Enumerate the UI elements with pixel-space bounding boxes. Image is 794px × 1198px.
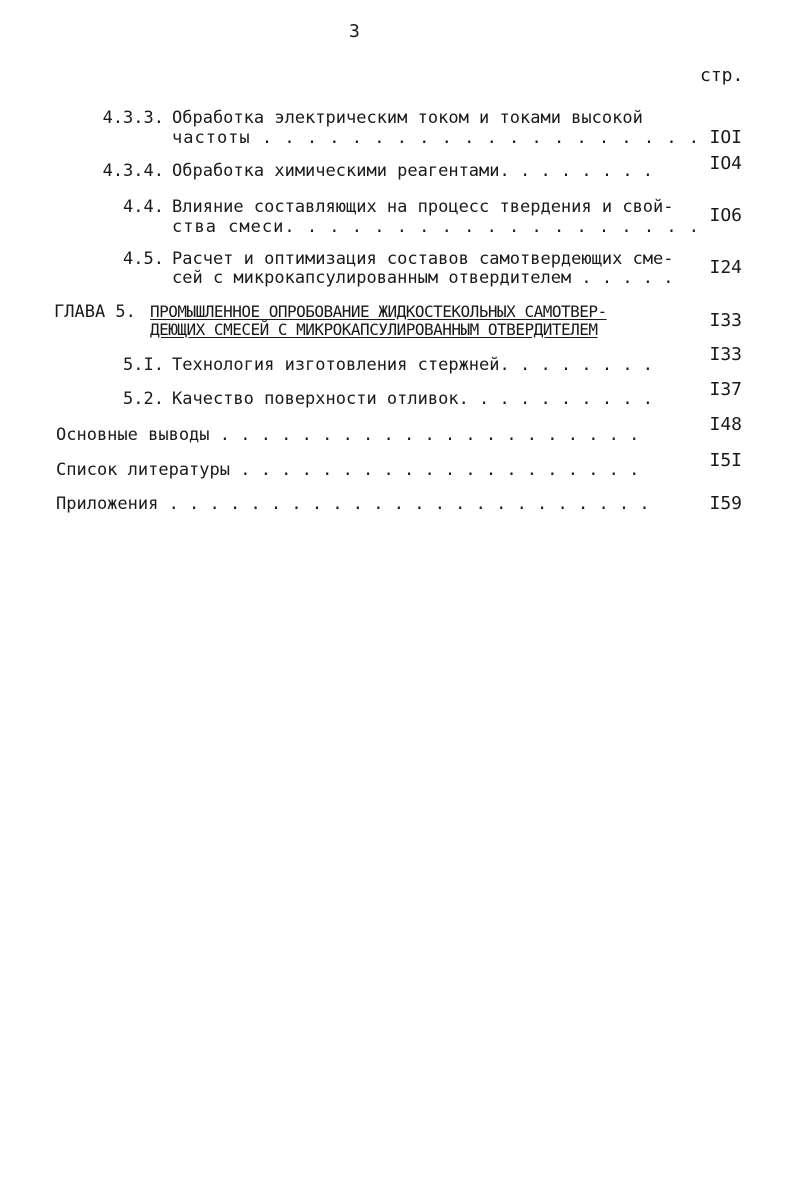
- toc-entry-number: 5.2.: [123, 389, 164, 409]
- toc-chapter-title-line: ПРОМЫШЛЕННОЕ ОПРОБОВАНИЕ ЖИДКОСТЕКОЛЬНЫХ САМОТВЕР-: [150, 302, 607, 321]
- toc-entry-title-line: ства смеси. . . . . . . . . . . . . . . . . . .: [172, 217, 701, 237]
- toc-entry-number: 4.3.4.: [102, 161, 164, 181]
- toc-entry-page: IOI: [709, 127, 742, 148]
- toc-entry-title-line: частоты . . . . . . . . . . . . . . . . . . . .: [172, 128, 701, 148]
- toc-entry-page: I33: [709, 344, 742, 365]
- toc-chapter-number: ГЛАВА 5.: [54, 302, 136, 322]
- toc-entry-page: I59: [709, 493, 742, 514]
- toc-entry-page: I37: [709, 379, 742, 400]
- toc-entry-title-line: Влияние составляющих на процесс твердения и свой-: [172, 197, 674, 217]
- toc-entry-title-line: Обработка химическими реагентами. . . . . . . .: [172, 161, 654, 181]
- toc-entry-page: IO4: [709, 153, 742, 174]
- toc-entry-page: I33: [709, 310, 742, 331]
- toc-entry-number: 4.4.: [123, 197, 164, 217]
- toc-entry-number: 4.5.: [123, 249, 164, 269]
- toc-entry-number: 5.I.: [123, 355, 164, 375]
- page-number: 3: [349, 21, 360, 42]
- toc-entry-page: I24: [709, 257, 742, 278]
- toc-entry-title-line: сей с микрокапсулированным отвердителем . . . . .: [172, 268, 674, 288]
- toc-entry-title-line: Приложения . . . . . . . . . . . . . . . . . . . . . . . .: [56, 494, 650, 514]
- toc-entry-title-line: Список литературы . . . . . . . . . . . . . . . . . . . .: [56, 460, 640, 480]
- toc-entry-page: I48: [709, 414, 742, 435]
- toc-entry-title-line: Технология изготовления стержней. . . . . . . .: [172, 355, 654, 375]
- toc-entry-title-line: Основные выводы . . . . . . . . . . . . . . . . . . . . .: [56, 425, 640, 445]
- toc-chapter-title-line: ДЕЮЩИХ СМЕСЕЙ С МИКРОКАПСУЛИРОВАННЫМ ОТВЕРДИТЕЛЕМ: [150, 320, 598, 339]
- toc-entry-page: I5I: [709, 450, 742, 471]
- page-column-header: стр.: [700, 65, 744, 86]
- toc-entry-title-line: Качество поверхности отливок. . . . . . . . . .: [172, 389, 654, 409]
- toc-entry-page: IO6: [709, 205, 742, 226]
- toc-entry-title-line: Обработка электрическим током и токами высокой: [172, 108, 643, 128]
- toc-entry-title-line: Расчет и оптимизация составов самотвердеющих сме-: [172, 249, 674, 269]
- toc-entry-number: 4.3.3.: [102, 108, 164, 128]
